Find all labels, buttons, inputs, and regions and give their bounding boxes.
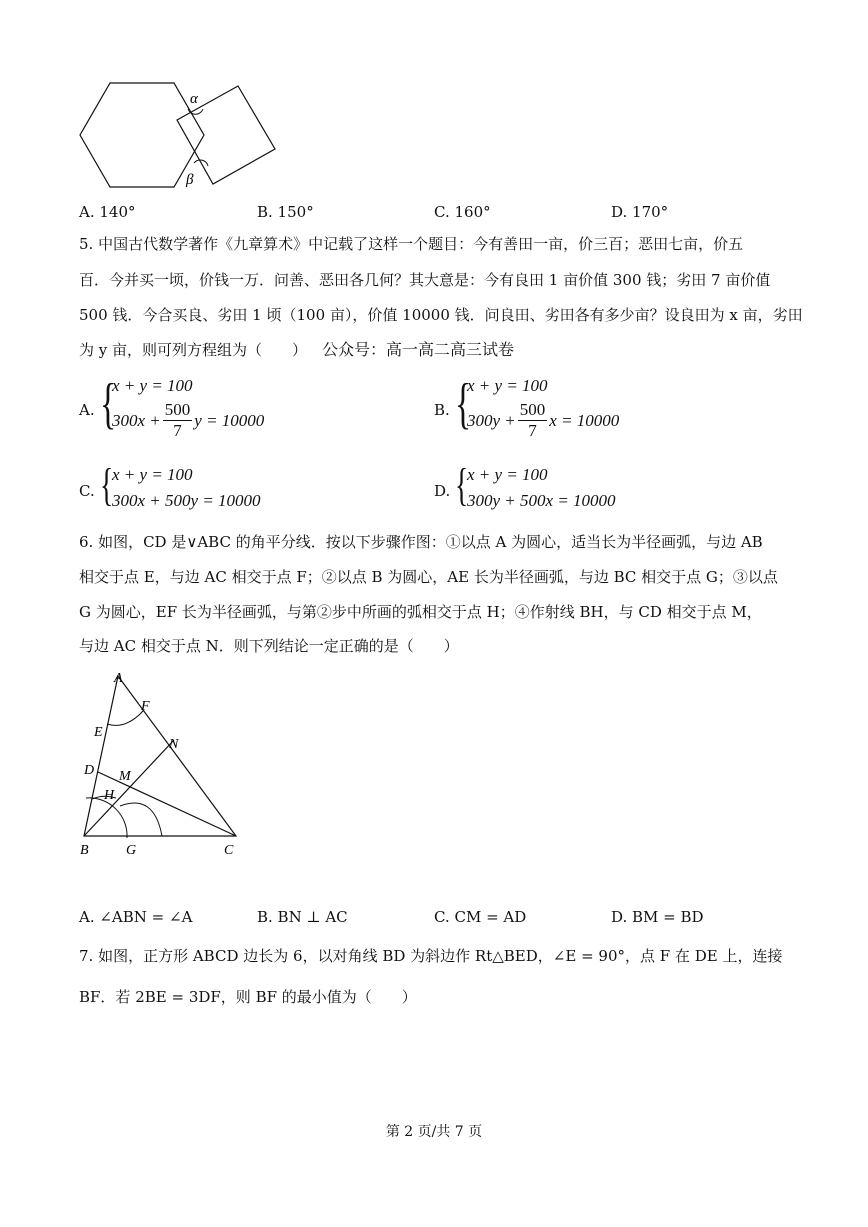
q4-option-b: B. 150°: [257, 203, 314, 221]
q6-line-3: G 为圆心，EF 长为半径画弧，与第②步中所画的弧相交于点 H；④作射线 BH，与 CD 相交于点 M，: [79, 603, 762, 621]
q5-option-b-fraction: [518, 400, 548, 441]
q5-option-a-numerator: 500: [164, 400, 191, 419]
page-footer: 第 2 页/共 7 页: [385, 1124, 483, 1140]
q5-option-d-brace: {: [455, 459, 469, 510]
q5-option-a-eq2: [112, 400, 264, 441]
q5-option-b-denominator: 7: [528, 421, 537, 440]
q5-option-c-eq2: 300x + 500y = 10000: [112, 491, 261, 510]
q6-line-1: 6. 如图，CD 是∨ABC 的角平分线．按以下步骤作图：①以点 A 为圆心，适当长为半径画弧，与边 AB: [79, 533, 763, 551]
q5-option-b-numerator: 500: [519, 400, 546, 419]
q5-option-a-brace: {: [100, 373, 117, 435]
q6-option-b: B. BN ⊥ AC: [257, 908, 348, 926]
q5-watermark: 公众号：高一高二高三试卷: [322, 340, 515, 359]
q5-option-b-eq2-right: x = 10000: [549, 410, 620, 430]
q5-option-a-eq2-left: 300x +: [112, 410, 161, 430]
q7-line-2: BF．若 2BE = 3DF，则 BF 的最小值为（ ）: [79, 988, 417, 1006]
q5-option-b-brace: {: [455, 373, 472, 435]
q5-option-b-label: B.: [434, 401, 450, 419]
label-g: G: [126, 843, 137, 858]
q6-line-4: 与边 AC 相交于点 N．则下列结论一定正确的是（ ）: [79, 637, 459, 655]
q5-option-a-label: A.: [79, 401, 95, 419]
q4-option-a: A. 140°: [79, 203, 136, 221]
q5-option-c-eq1: x + y = 100: [112, 465, 193, 484]
q5-option-d-label: D.: [434, 482, 451, 500]
q7-line-1: 7. 如图，正方形 ABCD 边长为 6，以对角线 BD 为斜边作 Rt△BED，∠E = 90°，点 F 在 DE 上，连接: [79, 947, 783, 965]
q5-option-a-fraction: [163, 400, 193, 441]
beta-label: β: [186, 172, 194, 188]
q5-line-1: 5. 中国古代数学著作《九章算术》中记载了这样一个题目：今有善田一亩，价三百；恶田七亩，价五: [79, 235, 744, 253]
label-h: H: [104, 788, 115, 803]
label-d: D: [84, 763, 95, 778]
q5-option-c-brace: {: [100, 459, 114, 510]
q5-line-4: 为 y 亩，则可列方程组为（ ）: [79, 341, 308, 359]
label-b: B: [80, 843, 89, 858]
hexagon-square-figure: [70, 76, 285, 196]
alpha-label: α: [190, 91, 198, 107]
q5-option-a-eq2-right: y = 10000: [194, 410, 265, 430]
q5-option-c-label: C.: [79, 482, 95, 500]
q6-line-2: 相交于点 E，与边 AC 相交于点 F；②以点 B 为圆心，AE 长为半径画弧，与边 BC 相交于点 G；③以点: [79, 568, 778, 586]
q5-option-d-eq2: 300y + 500x = 10000: [467, 491, 616, 510]
q5-option-b-eq2-left: 300y +: [467, 410, 516, 430]
q6-option-a: A. ∠ABN = ∠A: [79, 908, 193, 926]
q5-option-b-eq1: x + y = 100: [467, 376, 548, 395]
q5-option-b-eq2: [467, 400, 619, 441]
triangle-construction-figure: [74, 668, 254, 860]
label-e: E: [94, 725, 103, 740]
label-n: N: [169, 737, 179, 752]
label-m: M: [119, 769, 131, 784]
q4-option-d: D. 170°: [611, 203, 669, 221]
q5-option-a-denominator: 7: [173, 421, 182, 440]
q5-line-3: 500 钱．今合买良、劣田 1 顷（100 亩），价值 10000 钱．问良田、劣田各有多少亩？设良田为 x 亩，劣田: [79, 306, 803, 324]
q5-line-2: 百．今并买一顷，价钱一万．问善、恶田各几何？其大意是：今有良田 1 亩价值 300 钱；劣田 7 亩价值: [79, 271, 771, 289]
q5-option-a-eq1: x + y = 100: [112, 376, 193, 395]
label-f: F: [141, 699, 150, 714]
ray-bh: [84, 740, 174, 836]
q5-option-d-eq1: x + y = 100: [467, 465, 548, 484]
q6-option-d: D. BM = BD: [611, 908, 704, 926]
q4-option-c: C. 160°: [434, 203, 491, 221]
label-c: C: [224, 843, 234, 858]
label-a: A: [114, 671, 123, 686]
q6-option-c: C. CM = AD: [434, 908, 527, 926]
